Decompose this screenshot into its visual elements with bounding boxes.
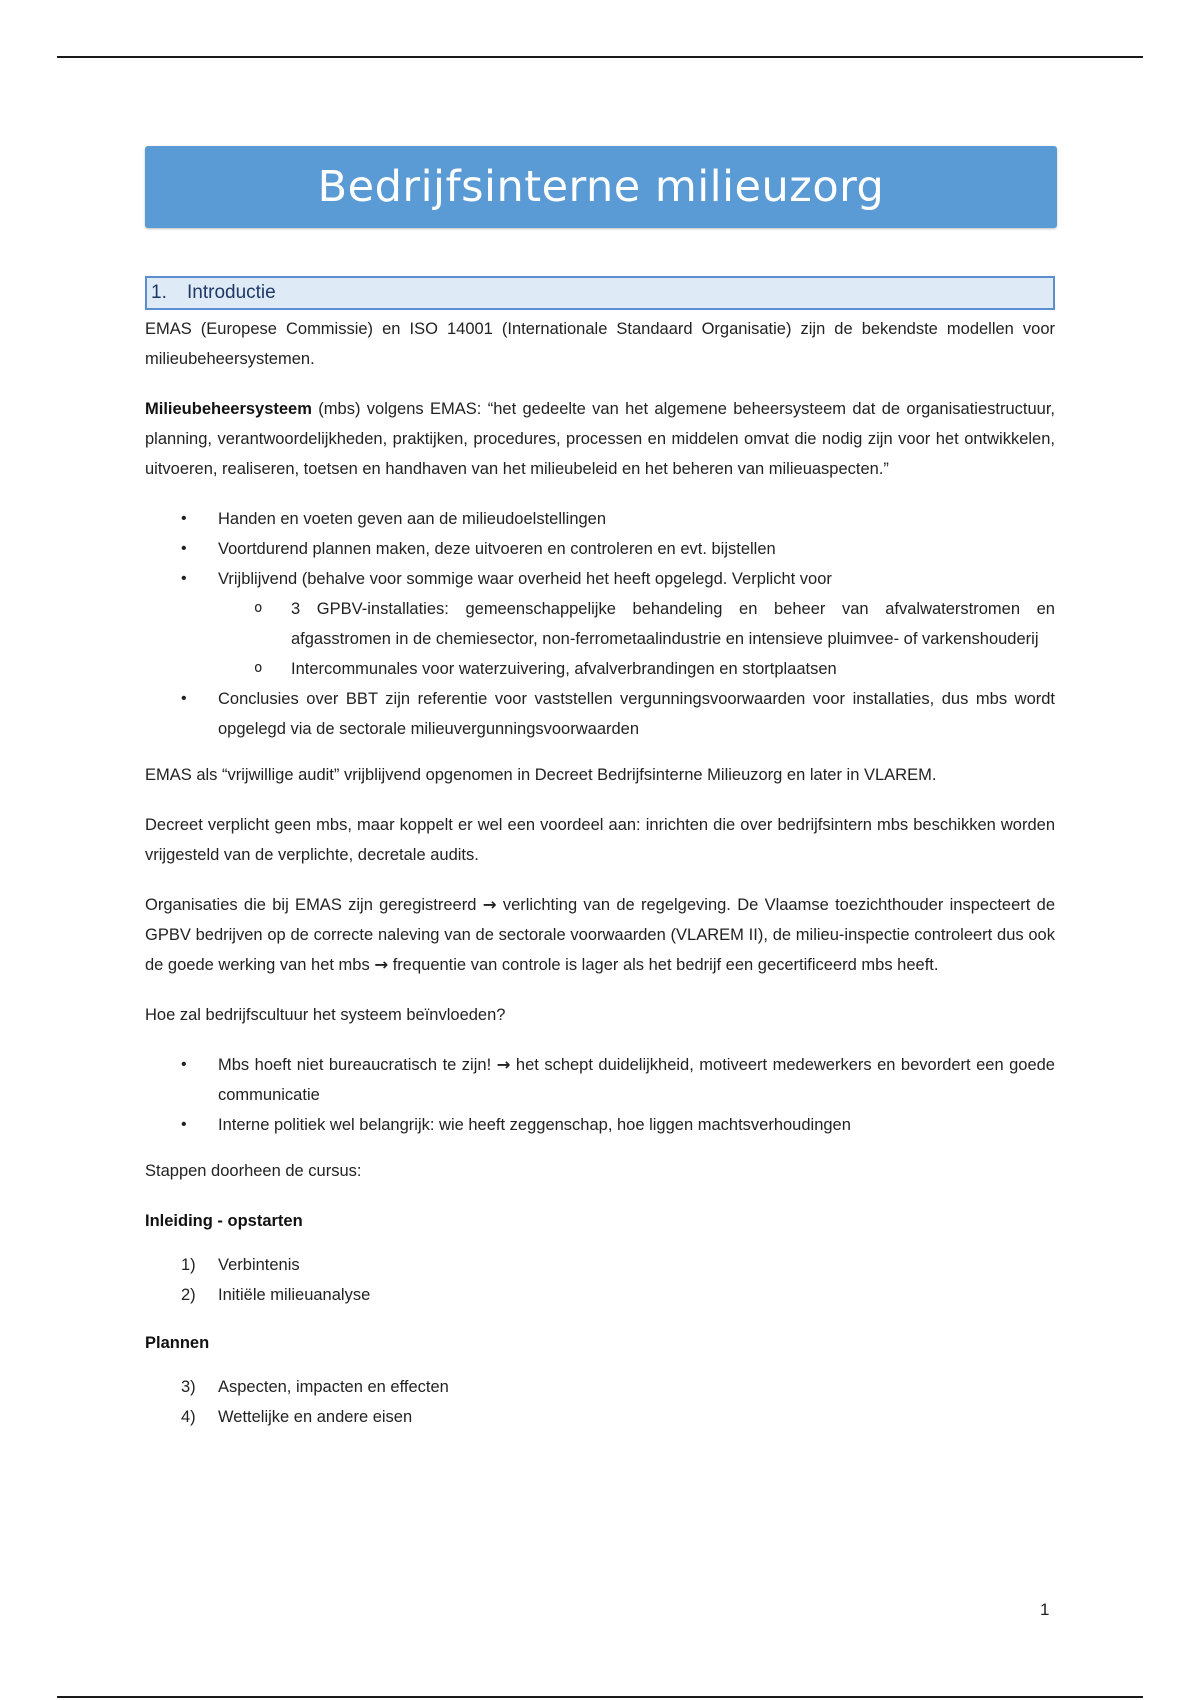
paragraph-definition bbox=[145, 394, 1055, 484]
paragraph-intro: EMAS (Europese Commissie) en ISO 14001 (Internationale Standaard Organisatie) zijn de bekendste modellen voor milieubeheersystemen. bbox=[145, 320, 1055, 368]
step-label: Aspecten, impacten en effecten bbox=[218, 1378, 449, 1396]
arrow-icon: → bbox=[482, 895, 497, 914]
title-banner bbox=[145, 146, 1057, 228]
header-rule bbox=[57, 56, 1143, 58]
step-item bbox=[145, 1402, 1055, 1432]
steps-list-inleiding bbox=[145, 1250, 1055, 1310]
sub-list-item: o Intercommunales voor waterzuivering, afvalverbrandingen en stortplaatsen bbox=[218, 654, 1055, 684]
text: frequentie van controle is lager als het bedrijf een gecertificeerd mbs heeft. bbox=[388, 956, 939, 974]
footer-rule bbox=[57, 1696, 1143, 1698]
group-heading-plannen bbox=[145, 1328, 1055, 1358]
list-item: • Handen en voeten geven aan de milieudoelstellingen bbox=[145, 504, 1055, 534]
text: verlichting van de regelgeving. De Vlaamse toezichthouder inspecteert de GPBV bedrijven op de correcte naleving van de sectorale voorwaarden (VLAREM II), de milieu-inspectie controleert dus ook de goede werking van het mbs bbox=[145, 896, 1055, 974]
paragraph-decreet: Decreet verplicht geen mbs, maar koppelt er wel een voordeel aan: inrichten die over bedrijfsintern mbs beschikken worden vrijgesteld van de verplichte, decretale audits. bbox=[145, 816, 1055, 864]
step-number: 4) bbox=[181, 1408, 196, 1426]
text: Mbs hoeft niet bureaucratisch te zijn! bbox=[218, 1056, 497, 1074]
steps-list-plannen bbox=[145, 1372, 1055, 1432]
paragraph-organisaties bbox=[145, 890, 1055, 980]
section-title: Introductie bbox=[187, 282, 276, 303]
step-label: Verbintenis bbox=[218, 1256, 300, 1274]
arrow-icon: → bbox=[374, 955, 389, 974]
document-title: Bedrijfsinterne milieuzorg bbox=[317, 162, 885, 212]
text: Organisaties die bij EMAS zijn geregistreerd bbox=[145, 896, 483, 914]
step-label: Initiële milieuanalyse bbox=[218, 1286, 371, 1304]
definition-text: (mbs) volgens EMAS: “het gedeelte van het algemene beheersysteem dat de organisatiestructuur, planning, verantwoordelijkheden, praktijken, procedures, processen en middelen omvat die nodig zijn voor het ontwikkelen, uitvoeren, realiseren, toetsen en handhaven van het milieubeleid en het beheren van milieuaspecten.” bbox=[145, 400, 1055, 478]
page-number: 1 bbox=[1040, 1600, 1050, 1619]
list-item: • Conclusies over BBT zijn referentie voor vaststellen vergunningsvoorwaarden voor installaties, dus mbs wordt opgelegd via de sectorale milieuvergunningsvoorwaarden bbox=[145, 684, 1055, 744]
list-item-text: Vrijblijvend (behalve voor sommige waar overheid het heeft opgelegd. Verplicht voor bbox=[218, 570, 832, 588]
document-body bbox=[145, 276, 1055, 1450]
bullet-list-mbs bbox=[145, 504, 1055, 744]
bullet-list-bedrijfscultuur bbox=[145, 1050, 1055, 1140]
list-item bbox=[145, 564, 1055, 684]
section-number: 1. bbox=[151, 282, 167, 303]
text: het schept duidelijkheid, motiveert medewerkers en bevordert een goede communicatie bbox=[218, 1056, 1055, 1104]
arrow-icon: → bbox=[496, 1055, 511, 1074]
paragraph-steps: Stappen doorheen de cursus: bbox=[145, 1162, 362, 1180]
step-number: 3) bbox=[181, 1378, 196, 1396]
list-item: • Voortdurend plannen maken, deze uitvoeren en controleren en evt. bijstellen bbox=[145, 534, 1055, 564]
group-heading-inleiding bbox=[145, 1206, 1055, 1236]
group-heading-text: Inleiding - opstarten bbox=[145, 1212, 303, 1230]
list-item: • Interne politiek wel belangrijk: wie heeft zeggenschap, hoe liggen machtsverhoudingen bbox=[145, 1110, 1055, 1140]
step-item bbox=[145, 1280, 1055, 1310]
step-item bbox=[145, 1372, 1055, 1402]
section-heading-introductie bbox=[145, 276, 1055, 310]
step-item bbox=[145, 1250, 1055, 1280]
sub-bullet-list bbox=[218, 594, 1055, 684]
term-milieubeheersysteem: Milieubeheersysteem bbox=[145, 400, 312, 418]
paragraph-emas: EMAS als “vrijwillige audit” vrijblijvend opgenomen in Decreet Bedrijfsinterne Milieuzorg en later in VLAREM. bbox=[145, 766, 937, 784]
step-number: 2) bbox=[181, 1286, 196, 1304]
sub-list-item: o 3 GPBV-installaties: gemeenschappelijke behandeling en beheer van afvalwaterstromen en afgasstromen in de chemiesector, non-ferrometaalindustrie en intensieve pluimvee- of varkenshouderij bbox=[218, 594, 1055, 654]
step-label: Wettelijke en andere eisen bbox=[218, 1408, 413, 1426]
group-heading-text: Plannen bbox=[145, 1334, 210, 1352]
paragraph-question: Hoe zal bedrijfscultuur het systeem beïnvloeden? bbox=[145, 1006, 506, 1024]
list-item bbox=[145, 1050, 1055, 1110]
step-number: 1) bbox=[181, 1256, 196, 1274]
